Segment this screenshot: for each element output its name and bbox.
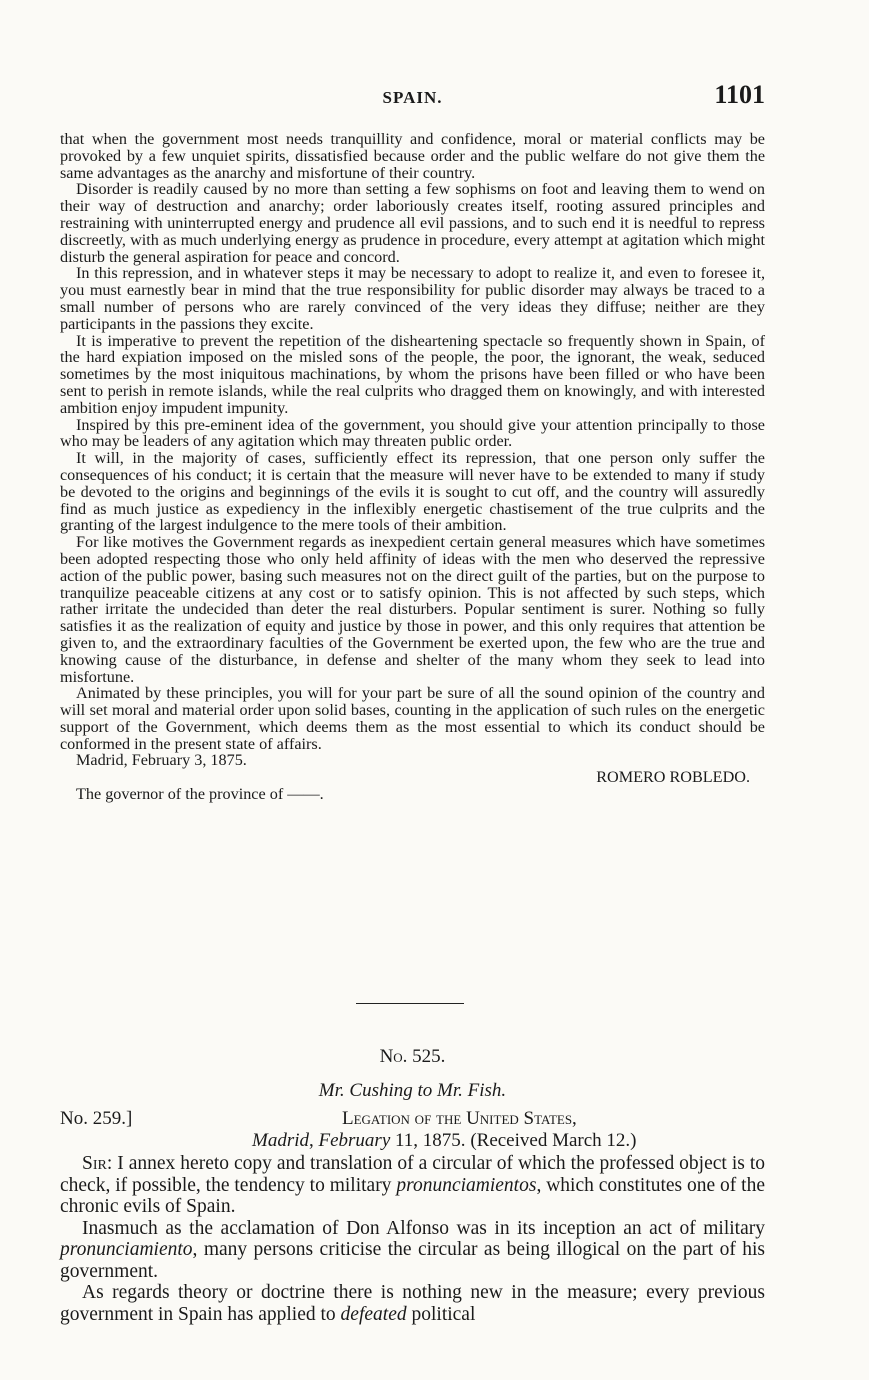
letter-text: , many persons criticise the circular as being illogical on the part of his government. [60, 1239, 765, 1282]
addressee: The governor of the province of ——. [76, 785, 324, 804]
section-divider [356, 1003, 464, 1004]
circular-paragraph: In this repression, and in whatever steps it may be necessary to adopt to realize it, and even to foresee it, you must earnestly bear in mind that the true responsibility for public disorder may always be traced to a small number of persons who are rarely convinced of the very ideas they diffuse; neither are they participants in the passions they excite. [60, 264, 765, 333]
letter-body [60, 1153, 765, 1325]
letter-text: political [406, 1303, 476, 1325]
circular-paragraph: Disorder is readily caused by no more than setting a few sophisms on foot and leaving them to wend on their way of destruction and anarchy; order laboriously creates itself, rooting assured principles and restraining with uninterrupted energy and prudence all evil passions, and to such end it is needful to repress discreetly, with as much underlying energy as prudence in procedure, every attempt at agitation which might disturb the general aspiration for peace and concord. [60, 180, 765, 266]
circular-text [60, 131, 765, 803]
dispatch-day-year: 11, 1875. [390, 1130, 466, 1151]
letter-text: , which constitutes one of the chronic evils of Spain. [60, 1174, 765, 1217]
letter-italic: pronunciamientos [396, 1174, 537, 1196]
salutation: Sir: [82, 1153, 113, 1174]
letter-paragraph [60, 1282, 765, 1325]
letter-text: I annex hereto copy and translation of a circular of which the professed object is to check, if possible, the tendency to military [60, 1153, 765, 1196]
letter-paragraph [60, 1218, 765, 1283]
dispatch-number: No. 259.] [60, 1108, 133, 1129]
dispatch-month: February [318, 1130, 391, 1151]
circular-paragraph: Inspired by this pre-eminent idea of the government, you should give your attention principally to those who may be leaders of any agitation which may threaten public order. [60, 415, 765, 451]
circular-paragraph: It is imperative to prevent the repetition of the disheartening spectacle so frequently shown in Spain, of the hard expiation imposed on the misled sons of the people, the poor, the ignorant, the weak, seduced sometimes by the most iniquitous machinations, by whom the prisons have been filled or who have been sent to perish in remote islands, while the real culprits who dragged them on knowingly, and with interested ambition enjoy impudent impunity. [60, 331, 765, 417]
letter-italic: defeated [340, 1303, 407, 1325]
document-title: Mr. Cushing to Mr. Fish. [318, 1080, 507, 1101]
legation-name: Legation of the United States, [342, 1108, 577, 1129]
dispatch-place: Madrid [252, 1130, 309, 1151]
page-header [60, 80, 765, 114]
circular-paragraph: that when the government most needs tranquillity and confidence, moral or material conflicts may be provoked by a few unquiet spirits, dissatisfied because order and the public welfare do not give them the same advantages as the anarchy and misfortune of their country. [60, 130, 765, 182]
page-number: 1101 [714, 80, 765, 109]
signature: ROMERO ROBLEDO. [596, 768, 750, 787]
circular-paragraph: It will, in the majority of cases, sufficiently effect its repression, that one person only suffer the consequences of his conduct; it is certain that the measure will never have to be extended to many if study be devoted to the origins and beginnings of the evils it is sought to cut off, and the country will assuredly find as much justice as expediency in the inflexibly energetic chastisement of the true culprits and the granting of the largest indulgence to the mere tools of their ambition. [60, 449, 765, 535]
letter-paragraph [60, 1153, 765, 1218]
received-date: (Received March 12.) [470, 1130, 637, 1151]
running-title: SPAIN. [382, 88, 443, 107]
dispatch-date: Madrid, February 11, 1875. (Received March 12.) [252, 1130, 637, 1151]
letter-italic: pronunciamiento [60, 1239, 193, 1260]
document-number: No. 525. [379, 1046, 446, 1067]
letter-text: Inasmuch as the acclamation of Don Alfonso was in its inception an act of military [82, 1217, 765, 1239]
dateline: Madrid, February 3, 1875. [76, 751, 247, 770]
circular-paragraph: Animated by these principles, you will for your part be sure of all the sound opinion of the country and will set moral and material order upon solid bases, counting in the application of such rules on the energetic support of the Government, which deems them as the most essential to which its conduct should be conformed in the present state of affairs. [60, 684, 765, 753]
circular-paragraph: For like motives the Government regards as inexpedient certain general measures which have sometimes been adopted respecting those who only held affinity of ideas with the men who deserved the repressive action of the public power, basing such measures not on the direct guilt of the parties, but on the purpose to tranquilize peaceable citizens at any cost or to satisfy opinion. This is not affected by such steps, which rather irritate the undecided than deter the real disturbers. Popular sentiment is surer. Nothing so fully satisfies it as the realization of equity and justice by those in power, and this only requires that attention be given to, and the extraordinary faculties of the Government be exerted upon, the few who are the true and knowing cause of the disturbance, in defense and shelter of the many whom they seek to lead into misfortune. [60, 533, 765, 686]
letter-text: As regards theory or doctrine there is nothing new in the measure; every previous government in Spain has applied to [60, 1282, 765, 1325]
